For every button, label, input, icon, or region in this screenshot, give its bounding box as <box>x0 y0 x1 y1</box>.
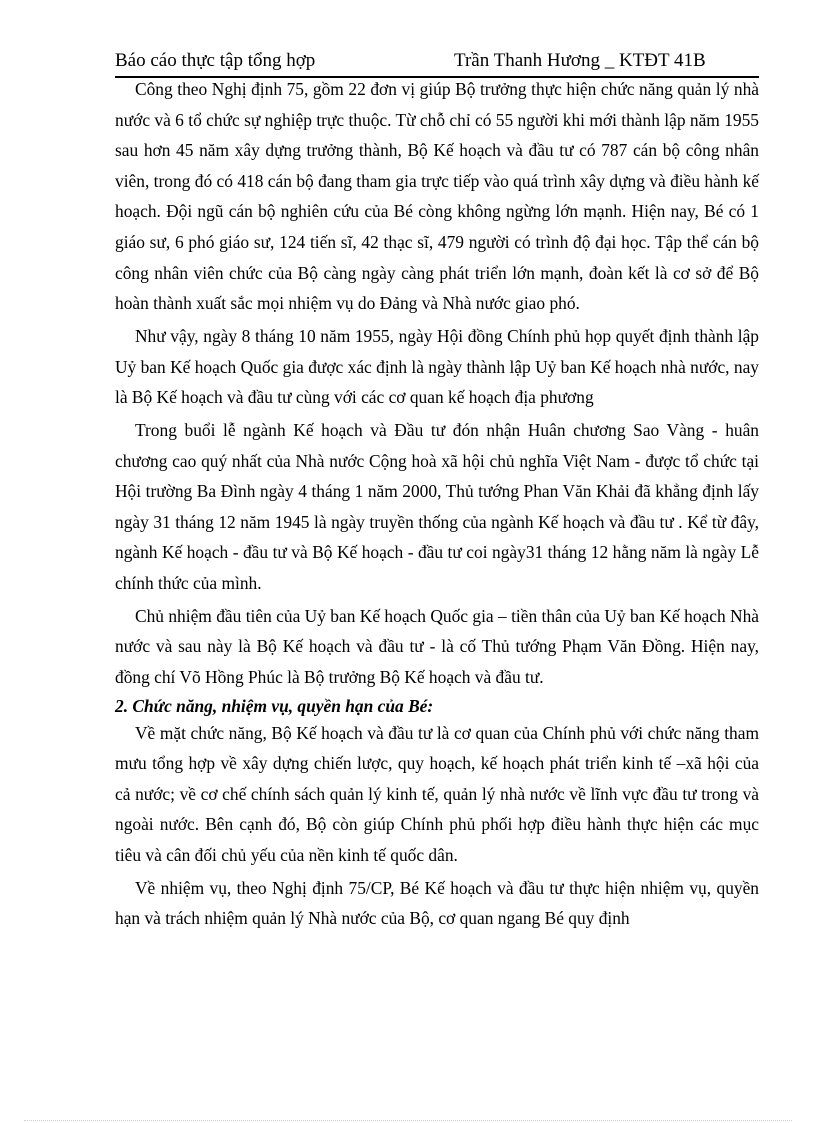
body-paragraph: Như vậy, ngày 8 tháng 10 năm 1955, ngày Hội đồng Chính phủ họp quyết định thành lập Uỷ ban Kế hoạch Quốc gia được xác định là ngày thành lập Uỷ ban Kế hoạch nhà nước, nay là Bộ Kế hoạch và đầu tư cùng với các cơ quan kế hoạch địa phương <box>115 325 759 408</box>
header-report-title: Báo cáo thực tập tổng hợp <box>115 50 316 71</box>
body-paragraph: Trong buổi lễ ngành Kế hoạch và Đầu tư đón nhận Huân chương Sao Vàng - huân chương cao quý nhất của Nhà nước Cộng hoà xã hội chủ nghĩa Việt Nam - được tổ chức tại Hội trường Ba Đình ngày 4 tháng 1 năm 2000, Thủ tướng Phan Văn Khải đã khẳng định lấy ngày 31 tháng 12 năm 1945 là ngày truyền thống của ngành Kế hoạch và đầu tư . Kể từ đây, ngành Kế hoạch - đầu tư và Bộ Kế hoạch - đầu tư coi ngày31 tháng 12 hằng năm là ngày Lễ chính thức của mình. <box>115 419 759 593</box>
body-paragraph: Về nhiệm vụ, theo Nghị định 75/CP, Bé Kế hoạch và đầu tư thực hiện nhiệm vụ, quyền hạn và trách nhiệm quản lý Nhà nước của Bộ, cơ quan ngang Bé quy định <box>115 877 759 929</box>
section-heading: 2. Chức năng, nhiệm vụ, quyền hạn của Bé: <box>115 695 434 716</box>
body-paragraph: Về mặt chức năng, Bộ Kế hoạch và đầu tư là cơ quan của Chính phủ với chức năng tham mưu tổng hợp về xây dựng chiến lược, quy hoạch, kế hoạch phát triển kinh tế –xã hội của cả nước; về cơ chế chính sách quản lý kinh tế, quản lý nhà nước về lĩnh vực đầu tư trong và ngoài nước. Bên cạnh đó, Bộ còn giúp Chính phủ phối hợp điều hành thực hiện các mục tiêu và cân đối chủ yếu của nền kinh tế quốc dân. <box>115 722 759 865</box>
header-author: Trần Thanh Hương _ KTĐT 41B <box>454 50 706 71</box>
body-paragraph: Chủ nhiệm đầu tiên của Uỷ ban Kế hoạch Quốc gia – tiền thân của Uỷ ban Kế hoạch Nhà nước và sau này là Bộ Kế hoạch và đầu tư - là cố Thủ tướng Phạm Văn Đồng. Hiện nay, đồng chí Võ Hồng Phúc là Bộ trưởng Bộ Kế hoạch và đầu tư. <box>115 605 759 687</box>
page-bottom-divider <box>24 1120 792 1121</box>
body-paragraph: Công theo Nghị định 75, gồm 22 đơn vị giúp Bộ trưởng thực hiện chức năng quản lý nhà nước và 6 tổ chức sự nghiệp trực thuộc. Từ chỗ chỉ có 55 người khi mới thành lập năm 1955 sau hơn 45 năm xây dựng trưởng thành, Bộ Kế hoạch và đầu tư có 787 cán bộ công nhân viên, trong đó có 418 cán bộ đang tham gia trực tiếp vào quá trình xây dựng và điều hành kế hoạch. Đội ngũ cán bộ nghiên cứu của Bé còng không ngừng lớn mạnh. Hiện nay, Bé có 1 giáo sư, 6 phó giáo sư, 124 tiến sĩ, 42 thạc sĩ, 479 người có trình độ đại học. Tập thể cán bộ công nhân viên chức của Bộ càng ngày càng phát triển lớn mạnh, đoàn kết là cơ sở để Bộ hoàn thành xuất sắc mọi nhiệm vụ do Đảng và Nhà nước giao phó. <box>115 79 759 314</box>
document-body <box>115 74 759 936</box>
